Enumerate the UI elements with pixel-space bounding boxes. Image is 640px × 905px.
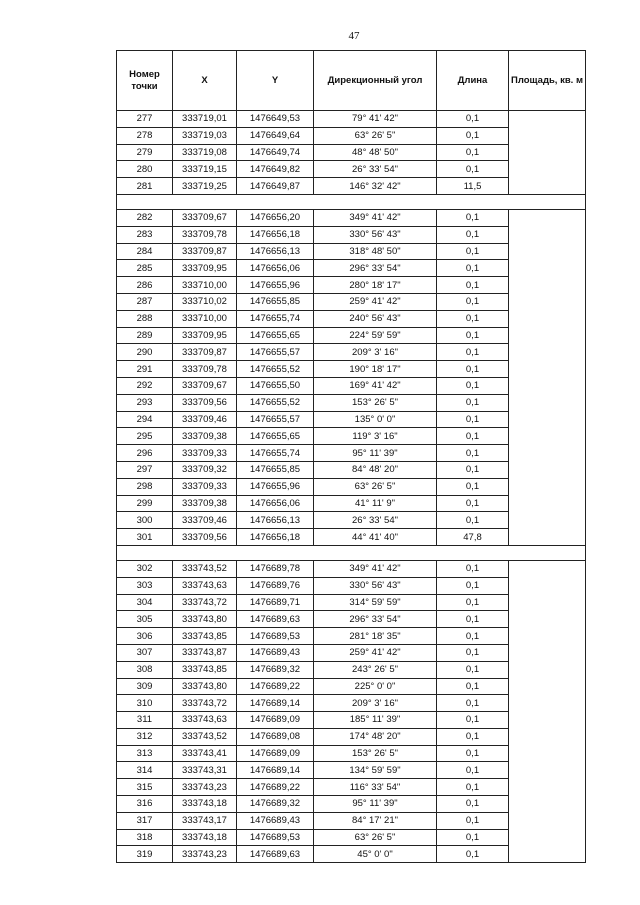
cell-direction-angle: 259° 41' 42" <box>314 644 437 661</box>
cell-area <box>509 111 586 195</box>
header-x: X <box>173 51 237 111</box>
cell-x: 333710,00 <box>173 277 237 294</box>
cell-y: 1476689,63 <box>237 611 314 628</box>
cell-length: 0,1 <box>437 478 509 495</box>
cell-direction-angle: 209° 3' 16" <box>314 344 437 361</box>
cell-x: 333743,18 <box>173 796 237 813</box>
cell-direction-angle: 240° 56' 43" <box>314 310 437 327</box>
cell-length: 0,1 <box>437 445 509 462</box>
cell-point-number: 300 <box>117 512 173 529</box>
group-separator-row <box>117 194 586 209</box>
cell-direction-angle: 209° 3' 16" <box>314 695 437 712</box>
cell-length: 0,1 <box>437 762 509 779</box>
cell-length: 0,1 <box>437 144 509 161</box>
cell-y: 1476689,32 <box>237 796 314 813</box>
cell-x: 333743,63 <box>173 577 237 594</box>
header-area: Площадь, кв. м <box>509 51 586 111</box>
cell-length: 0,1 <box>437 779 509 796</box>
cell-y: 1476689,08 <box>237 728 314 745</box>
cell-x: 333709,33 <box>173 445 237 462</box>
cell-area <box>509 209 586 545</box>
page-number: 47 <box>348 30 360 42</box>
cell-x: 333719,25 <box>173 178 237 195</box>
cell-point-number: 299 <box>117 495 173 512</box>
cell-direction-angle: 79° 41' 42" <box>314 111 437 128</box>
cell-direction-angle: 26° 33' 54" <box>314 512 437 529</box>
cell-x: 333709,67 <box>173 209 237 226</box>
cell-point-number: 311 <box>117 712 173 729</box>
cell-y: 1476656,13 <box>237 512 314 529</box>
cell-y: 1476689,43 <box>237 644 314 661</box>
cell-y: 1476655,57 <box>237 344 314 361</box>
cell-length: 0,1 <box>437 846 509 863</box>
cell-length: 0,1 <box>437 594 509 611</box>
cell-y: 1476649,82 <box>237 161 314 178</box>
cell-x: 333743,52 <box>173 728 237 745</box>
cell-point-number: 285 <box>117 260 173 277</box>
cell-direction-angle: 45° 0' 0" <box>314 846 437 863</box>
cell-point-number: 290 <box>117 344 173 361</box>
cell-point-number: 279 <box>117 144 173 161</box>
cell-direction-angle: 318° 48' 50" <box>314 243 437 260</box>
cell-length: 0,1 <box>437 411 509 428</box>
cell-length: 0,1 <box>437 577 509 594</box>
table-row <box>117 560 586 577</box>
cell-x: 333719,08 <box>173 144 237 161</box>
cell-y: 1476656,18 <box>237 226 314 243</box>
cell-point-number: 302 <box>117 560 173 577</box>
cell-direction-angle: 349° 41' 42" <box>314 560 437 577</box>
cell-length: 0,1 <box>437 628 509 645</box>
cell-y: 1476655,52 <box>237 394 314 411</box>
cell-point-number: 287 <box>117 293 173 310</box>
cell-length: 0,1 <box>437 812 509 829</box>
cell-x: 333719,03 <box>173 127 237 144</box>
cell-point-number: 313 <box>117 745 173 762</box>
cell-direction-angle: 146° 32' 42" <box>314 178 437 195</box>
cell-length: 0,1 <box>437 377 509 394</box>
cell-y: 1476649,74 <box>237 144 314 161</box>
cell-point-number: 298 <box>117 478 173 495</box>
cell-point-number: 296 <box>117 445 173 462</box>
cell-length: 0,1 <box>437 661 509 678</box>
cell-length: 0,1 <box>437 611 509 628</box>
cell-point-number: 316 <box>117 796 173 813</box>
cell-point-number: 294 <box>117 411 173 428</box>
cell-direction-angle: 296° 33' 54" <box>314 611 437 628</box>
table-header-row <box>117 51 586 111</box>
cell-x: 333743,85 <box>173 628 237 645</box>
cell-length: 0,1 <box>437 243 509 260</box>
cell-x: 333743,87 <box>173 644 237 661</box>
cell-direction-angle: 330° 56' 43" <box>314 226 437 243</box>
cell-y: 1476649,87 <box>237 178 314 195</box>
cell-point-number: 292 <box>117 377 173 394</box>
cell-y: 1476655,85 <box>237 461 314 478</box>
cell-x: 333710,02 <box>173 293 237 310</box>
cell-length: 0,1 <box>437 226 509 243</box>
cell-point-number: 319 <box>117 846 173 863</box>
cell-point-number: 301 <box>117 529 173 546</box>
cell-x: 333719,01 <box>173 111 237 128</box>
header-y: Y <box>237 51 314 111</box>
cell-x: 333709,32 <box>173 461 237 478</box>
cell-direction-angle: 63° 26' 5" <box>314 829 437 846</box>
cell-direction-angle: 243° 26' 5" <box>314 661 437 678</box>
cell-length: 0,1 <box>437 161 509 178</box>
cell-y: 1476656,18 <box>237 529 314 546</box>
cell-point-number: 307 <box>117 644 173 661</box>
cell-direction-angle: 84° 17' 21" <box>314 812 437 829</box>
cell-x: 333709,46 <box>173 411 237 428</box>
cell-direction-angle: 26° 33' 54" <box>314 161 437 178</box>
cell-point-number: 283 <box>117 226 173 243</box>
cell-direction-angle: 48° 48' 50" <box>314 144 437 161</box>
cell-x: 333743,52 <box>173 560 237 577</box>
cell-y: 1476655,52 <box>237 361 314 378</box>
cell-point-number: 310 <box>117 695 173 712</box>
cell-y: 1476655,50 <box>237 377 314 394</box>
cell-point-number: 312 <box>117 728 173 745</box>
cell-length: 0,1 <box>437 310 509 327</box>
cell-x: 333743,72 <box>173 594 237 611</box>
cell-length: 0,1 <box>437 277 509 294</box>
cell-point-number: 284 <box>117 243 173 260</box>
cell-length: 0,1 <box>437 111 509 128</box>
cell-x: 333743,41 <box>173 745 237 762</box>
cell-x: 333709,95 <box>173 327 237 344</box>
cell-length: 0,1 <box>437 461 509 478</box>
cell-direction-angle: 41° 11' 9" <box>314 495 437 512</box>
cell-y: 1476689,14 <box>237 695 314 712</box>
cell-x: 333709,78 <box>173 226 237 243</box>
cell-direction-angle: 119° 3' 16" <box>314 428 437 445</box>
cell-point-number: 303 <box>117 577 173 594</box>
group-separator-row <box>117 545 586 560</box>
cell-point-number: 281 <box>117 178 173 195</box>
cell-direction-angle: 185° 11' 39" <box>314 712 437 729</box>
table-row <box>117 111 586 128</box>
cell-direction-angle: 169° 41' 42" <box>314 377 437 394</box>
cell-direction-angle: 190° 18' 17" <box>314 361 437 378</box>
cell-point-number: 304 <box>117 594 173 611</box>
cell-x: 333743,31 <box>173 762 237 779</box>
cell-y: 1476689,22 <box>237 678 314 695</box>
cell-y: 1476656,06 <box>237 495 314 512</box>
cell-y: 1476655,96 <box>237 478 314 495</box>
cell-point-number: 277 <box>117 111 173 128</box>
cell-length: 0,1 <box>437 745 509 762</box>
cell-direction-angle: 84° 48' 20" <box>314 461 437 478</box>
cell-point-number: 318 <box>117 829 173 846</box>
cell-length: 0,1 <box>437 428 509 445</box>
table-row <box>117 209 586 226</box>
cell-point-number: 315 <box>117 779 173 796</box>
cell-y: 1476656,13 <box>237 243 314 260</box>
cell-direction-angle: 281° 18' 35" <box>314 628 437 645</box>
cell-y: 1476689,22 <box>237 779 314 796</box>
cell-length: 11,5 <box>437 178 509 195</box>
cell-direction-angle: 259° 41' 42" <box>314 293 437 310</box>
header-length: Длина <box>437 51 509 111</box>
cell-y: 1476656,20 <box>237 209 314 226</box>
cell-point-number: 280 <box>117 161 173 178</box>
cell-x: 333710,00 <box>173 310 237 327</box>
cell-length: 0,1 <box>437 260 509 277</box>
cell-point-number: 314 <box>117 762 173 779</box>
cell-x: 333709,78 <box>173 361 237 378</box>
cell-point-number: 293 <box>117 394 173 411</box>
cell-point-number: 295 <box>117 428 173 445</box>
cell-length: 0,1 <box>437 512 509 529</box>
cell-point-number: 286 <box>117 277 173 294</box>
cell-y: 1476689,53 <box>237 628 314 645</box>
cell-y: 1476649,64 <box>237 127 314 144</box>
cell-direction-angle: 95° 11' 39" <box>314 796 437 813</box>
cell-length: 0,1 <box>437 644 509 661</box>
cell-point-number: 288 <box>117 310 173 327</box>
cell-y: 1476689,09 <box>237 712 314 729</box>
cell-point-number: 282 <box>117 209 173 226</box>
cell-y: 1476689,14 <box>237 762 314 779</box>
cell-direction-angle: 349° 41' 42" <box>314 209 437 226</box>
cell-direction-angle: 116° 33' 54" <box>314 779 437 796</box>
cell-x: 333743,63 <box>173 712 237 729</box>
cell-length: 0,1 <box>437 293 509 310</box>
cell-x: 333709,46 <box>173 512 237 529</box>
cell-y: 1476655,85 <box>237 293 314 310</box>
cell-y: 1476655,74 <box>237 445 314 462</box>
cell-x: 333709,38 <box>173 495 237 512</box>
header-point-number: Номер точки <box>117 51 173 111</box>
cell-point-number: 278 <box>117 127 173 144</box>
cell-length: 0,1 <box>437 695 509 712</box>
cell-length: 0,1 <box>437 361 509 378</box>
cell-y: 1476689,78 <box>237 560 314 577</box>
cell-length: 47,8 <box>437 529 509 546</box>
table-body <box>117 111 586 863</box>
cell-y: 1476655,57 <box>237 411 314 428</box>
cell-y: 1476655,65 <box>237 428 314 445</box>
cell-length: 0,1 <box>437 728 509 745</box>
cell-direction-angle: 280° 18' 17" <box>314 277 437 294</box>
cell-point-number: 306 <box>117 628 173 645</box>
cell-direction-angle: 153° 26' 5" <box>314 745 437 762</box>
cell-length: 0,1 <box>437 327 509 344</box>
cell-direction-angle: 174° 48' 20" <box>314 728 437 745</box>
cell-x: 333709,87 <box>173 344 237 361</box>
cell-direction-angle: 63° 26' 5" <box>314 478 437 495</box>
cell-length: 0,1 <box>437 344 509 361</box>
header-direction-angle: Дирекционный угол <box>314 51 437 111</box>
cell-x: 333709,33 <box>173 478 237 495</box>
cell-direction-angle: 224° 59' 59" <box>314 327 437 344</box>
cell-point-number: 309 <box>117 678 173 695</box>
cell-x: 333743,23 <box>173 779 237 796</box>
cell-point-number: 317 <box>117 812 173 829</box>
cell-x: 333709,56 <box>173 529 237 546</box>
cell-length: 0,1 <box>437 495 509 512</box>
cell-y: 1476689,53 <box>237 829 314 846</box>
cell-y: 1476655,96 <box>237 277 314 294</box>
cell-x: 333709,67 <box>173 377 237 394</box>
cell-length: 0,1 <box>437 829 509 846</box>
cell-point-number: 297 <box>117 461 173 478</box>
cell-point-number: 291 <box>117 361 173 378</box>
cell-length: 0,1 <box>437 209 509 226</box>
cell-length: 0,1 <box>437 560 509 577</box>
cell-x: 333743,72 <box>173 695 237 712</box>
cell-length: 0,1 <box>437 127 509 144</box>
cell-direction-angle: 330° 56' 43" <box>314 577 437 594</box>
cell-length: 0,1 <box>437 678 509 695</box>
cell-x: 333743,80 <box>173 611 237 628</box>
cell-y: 1476689,76 <box>237 577 314 594</box>
cell-y: 1476655,74 <box>237 310 314 327</box>
cell-direction-angle: 135° 0' 0" <box>314 411 437 428</box>
separator-cell <box>117 194 586 209</box>
cell-y: 1476689,09 <box>237 745 314 762</box>
cell-direction-angle: 63° 26' 5" <box>314 127 437 144</box>
cell-point-number: 289 <box>117 327 173 344</box>
cell-y: 1476649,53 <box>237 111 314 128</box>
coordinates-table <box>116 50 586 863</box>
cell-x: 333743,85 <box>173 661 237 678</box>
cell-x: 333743,17 <box>173 812 237 829</box>
cell-x: 333709,87 <box>173 243 237 260</box>
cell-y: 1476689,63 <box>237 846 314 863</box>
cell-y: 1476689,43 <box>237 812 314 829</box>
cell-x: 333709,38 <box>173 428 237 445</box>
cell-point-number: 305 <box>117 611 173 628</box>
cell-x: 333709,56 <box>173 394 237 411</box>
cell-point-number: 308 <box>117 661 173 678</box>
cell-y: 1476689,32 <box>237 661 314 678</box>
cell-direction-angle: 95° 11' 39" <box>314 445 437 462</box>
separator-cell <box>117 545 586 560</box>
cell-direction-angle: 225° 0' 0" <box>314 678 437 695</box>
cell-area <box>509 560 586 862</box>
cell-x: 333719,15 <box>173 161 237 178</box>
cell-x: 333743,80 <box>173 678 237 695</box>
cell-direction-angle: 153° 26' 5" <box>314 394 437 411</box>
cell-x: 333743,23 <box>173 846 237 863</box>
cell-direction-angle: 44° 41' 40" <box>314 529 437 546</box>
cell-direction-angle: 314° 59' 59" <box>314 594 437 611</box>
cell-direction-angle: 296° 33' 54" <box>314 260 437 277</box>
cell-length: 0,1 <box>437 394 509 411</box>
cell-length: 0,1 <box>437 796 509 813</box>
cell-y: 1476655,65 <box>237 327 314 344</box>
cell-length: 0,1 <box>437 712 509 729</box>
cell-x: 333709,95 <box>173 260 237 277</box>
cell-y: 1476689,71 <box>237 594 314 611</box>
cell-direction-angle: 134° 59' 59" <box>314 762 437 779</box>
cell-y: 1476656,06 <box>237 260 314 277</box>
cell-x: 333743,18 <box>173 829 237 846</box>
